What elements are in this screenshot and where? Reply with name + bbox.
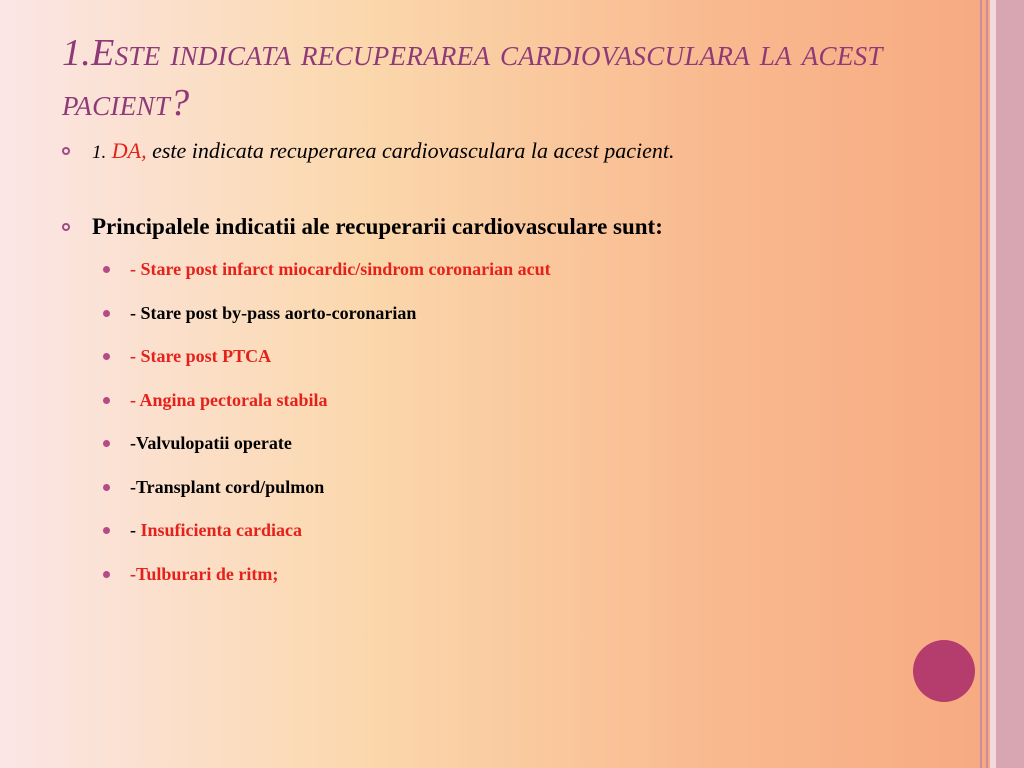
bullet-dot-icon [103,527,110,534]
slide-title: 1.Este indicata recuperarea cardiovasculara la acest pacient? [62,32,883,124]
bullet-dot-icon [103,397,110,404]
decor-stripe-line [980,0,982,768]
list-item [100,563,900,607]
list-item-label [130,432,292,454]
indications-list [100,258,900,606]
list-item-text: - Stare post infarct miocardic/sindrom coronarian acut [130,259,551,279]
list-item-label [130,476,324,498]
answer-number: 1. [92,142,107,163]
list-item-label [130,302,416,324]
list-item [100,432,900,476]
bullet-dot-icon [103,484,110,491]
list-item-label [130,563,278,585]
list-item-prefix: - [130,520,141,540]
list-item-label [130,519,302,541]
decor-stripe-line [986,0,988,768]
bullet-dot-icon [103,266,110,273]
bullet-dot-icon [103,310,110,317]
list-item-text: -Tulburari de ritm; [130,563,279,584]
indications-heading: Principalele indicatii ale recuperarii cardiovasculare sunt: [92,214,663,239]
list-item-label [130,389,328,411]
answer-bullet [62,138,962,168]
indications-heading-bullet [62,214,962,244]
list-item [100,345,900,389]
list-item-text: -Valvulopatii operate [130,433,292,453]
bullet-dot-icon [103,571,110,578]
list-item-text: - Angina pectorala stabila [130,389,328,410]
list-item [100,389,900,433]
list-item-text: - Stare post by-pass aorto-coronarian [130,302,417,323]
list-item [100,302,900,346]
list-item-label [130,345,271,367]
list-item [100,519,900,563]
list-item-label [130,258,551,280]
bullet-dot-icon [103,353,110,360]
decor-stripe-wide [996,0,1024,768]
bullet-ring-icon [62,147,70,155]
answer-highlight: DA, [111,138,147,163]
list-item-text: -Transplant cord/pulmon [130,476,325,497]
list-item [100,258,900,302]
bullet-dot-icon [103,440,110,447]
decor-circle [913,640,975,702]
list-item [100,476,900,520]
list-item-text: Insuficienta cardiaca [140,520,302,540]
list-item-text: - Stare post PTCA [130,346,272,366]
answer-text [92,138,674,164]
bullet-ring-icon [62,223,70,231]
answer-rest: este indicata recuperarea cardiovasculara la acest pacient. [146,138,675,163]
